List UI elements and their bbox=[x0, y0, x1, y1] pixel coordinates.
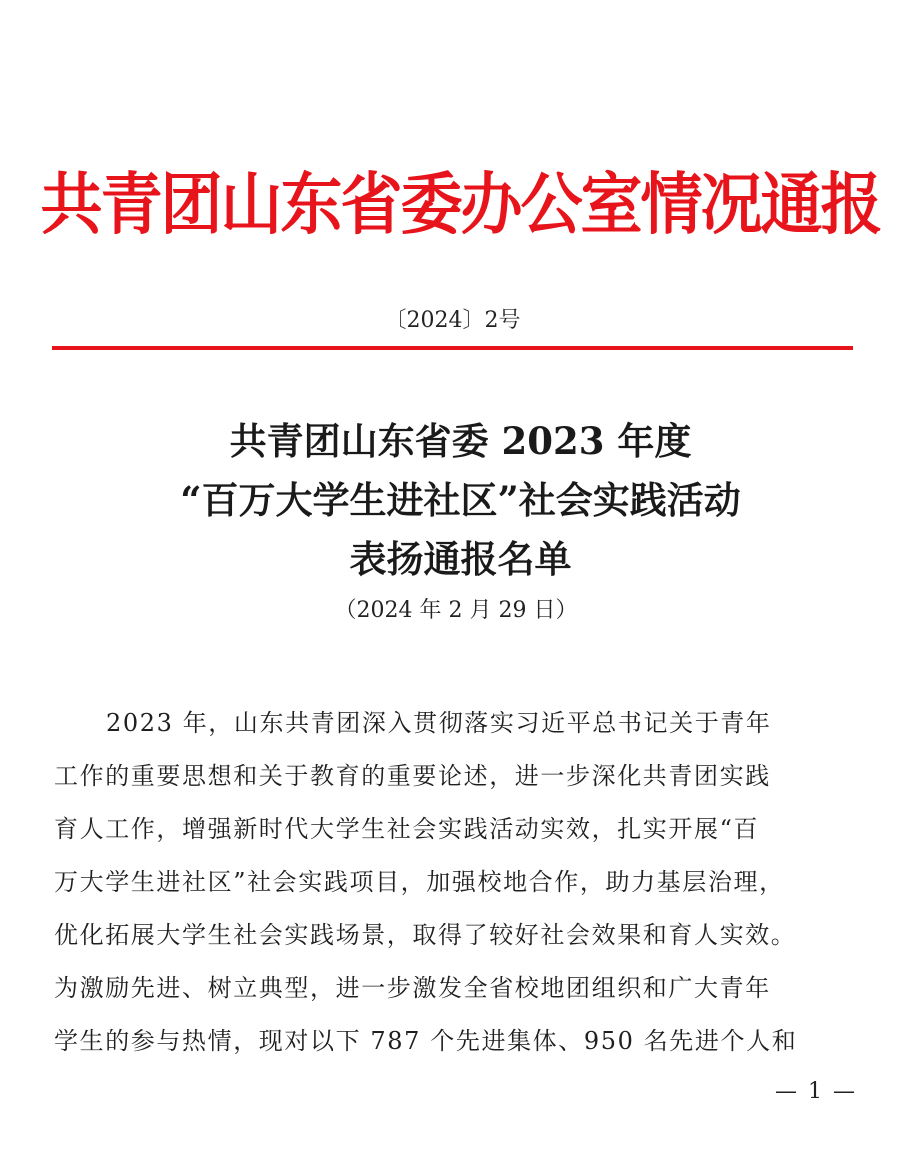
body-line: 育人工作，增强新时代大学生社会实践活动实效，扎实开展“百 bbox=[54, 815, 760, 843]
document-number: 〔2024〕2号 bbox=[384, 308, 521, 333]
body-line: 工作的重要思想和关于教育的重要论述，进一步深化共青团实践 bbox=[54, 762, 771, 790]
body-line: 学生的参与热情，现对以下 787 个先进集体、950 名先进个人和 bbox=[54, 1027, 798, 1055]
body-line: 2023 年，山东共青团深入贯彻落实习近平总书记关于青年 bbox=[106, 709, 772, 737]
red-divider bbox=[52, 346, 853, 350]
body-line: 为激励先进、树立典型，进一步激发全省校地团组织和广大青年 bbox=[54, 974, 771, 1002]
body-line: 优化拓展大学生社会实践场景，取得了较好社会效果和育人实效。 bbox=[54, 921, 797, 949]
body-line: 万大学生进社区”社会实践项目，加强校地合作，助力基层治理， bbox=[54, 868, 785, 896]
issue-date: （2024 年 2 月 29 日） bbox=[334, 598, 578, 623]
title-line-1: 共青团山东省委 2023 年度 bbox=[229, 419, 692, 463]
title-line-2: “百万大学生进社区”社会实践活动 bbox=[180, 478, 741, 522]
document-title bbox=[0, 412, 921, 589]
page-number: — 1 — bbox=[775, 1079, 857, 1104]
masthead-title: 共青团山东省委办公室情况通报 bbox=[40, 165, 881, 244]
body-paragraph bbox=[54, 697, 866, 1068]
title-line-3: 表扬通报名单 bbox=[349, 537, 572, 581]
